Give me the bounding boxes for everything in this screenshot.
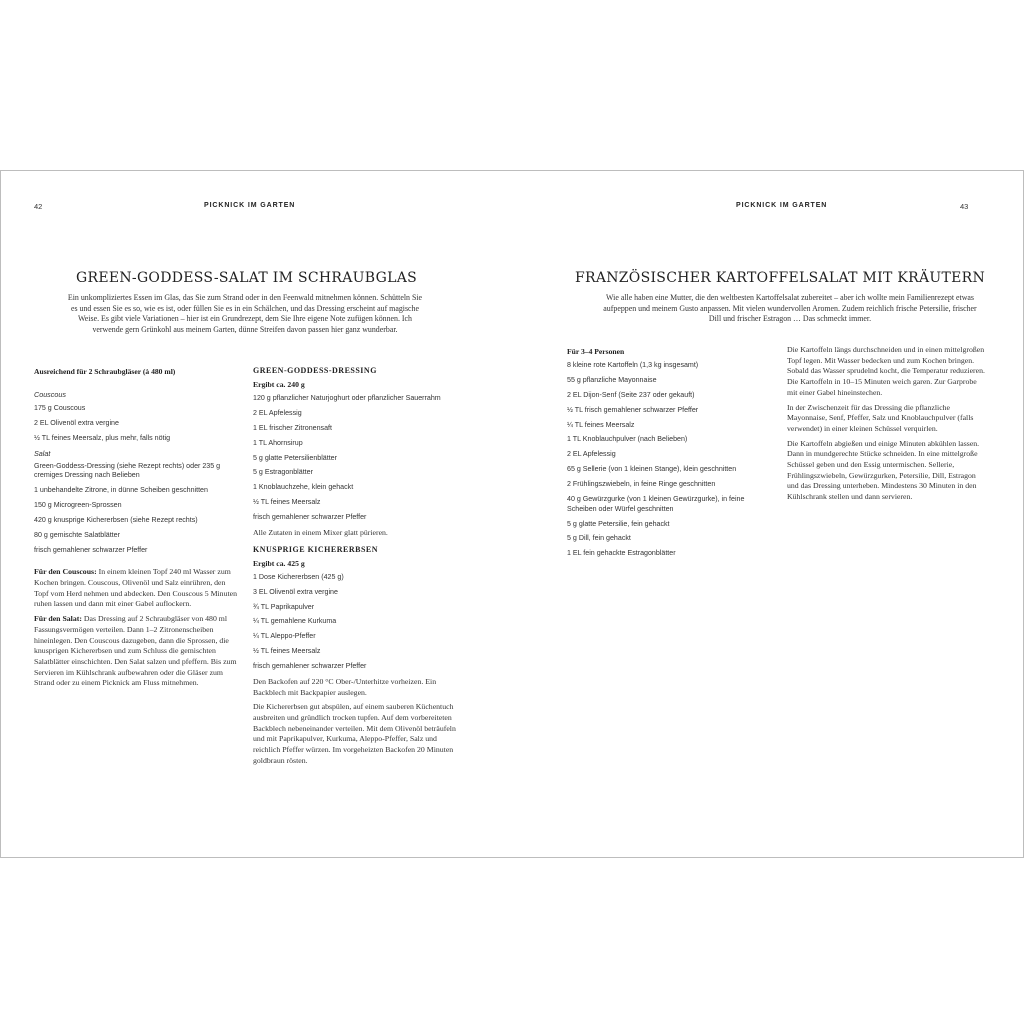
ingredient-item: 150 g Microgreen-Sprossen — [34, 501, 122, 510]
ingredient-item: 5 g glatte Petersilienblätter — [253, 453, 337, 462]
ingredient-item: 1 Dose Kichererbsen (425 g) — [253, 572, 344, 581]
ingredient-item: 5 g Dill, fein gehackt — [567, 534, 631, 543]
ingredient-item: ½ TL feines Meersalz — [253, 647, 321, 656]
chickpea-ingredient-list — [253, 573, 468, 672]
ingredient-item: 1 EL frischer Zitronensaft — [253, 423, 332, 432]
couscous-subheading: Couscous — [34, 390, 66, 399]
ingredient-item: 2 EL Dijon-Senf (Seite 237 oder gekauft) — [567, 390, 695, 399]
method-body: Das Dressing auf 2 Schraubgläser von 480 ml Fassungsvermögen verteilen. Dann 1–2 Zitronenscheiben hineinlegen. Den Couscous dazugeben, dann die Sprossen, die knusprigen Kichererbsen und zum Schluss die gemischten Salatblätter einschichten. Den Salat salzen und pfeffern. Bis zum Servieren im Kühlschrank aufbewahren oder die Gläser zum Strand oder zu einem Picknick am Fluss mitnehmen. — [34, 614, 237, 688]
sub-recipes-column — [253, 366, 468, 771]
method-paragraph — [34, 567, 239, 610]
method-paragraph: Die Kichererbsen gut abspülen, auf einem sauberen Küchentuch ausbreiten und gründlich trocken tupfen. Auf dem vorbereiteten Backblech nebeneinander verteilen. Mit dem Olivenöl beträufeln und mit Paprikapulver, Kurkuma, Aleppo-Pfeffer, Salz und reichlich Pfeffer würzen. Im vorgeheizten Backofen 20 Minuten goldbraun rösten. — [253, 702, 456, 765]
dressing-ingredient-list — [253, 394, 468, 523]
recipe-title: GREEN-GODDESS-SALAT IM SCHRAUBGLAS — [76, 270, 417, 286]
ingredient-item: ½ TL frisch gemahlener schwarzer Pfeffer — [567, 405, 699, 414]
ingredient-item: 2 EL Apfelessig — [567, 450, 616, 459]
method-paragraph: Die Kartoffeln abgießen und einige Minuten abkühlen lassen. Dann in mundgerechte Stücke schneiden. In eine mittelgroße Schüssel geben und den Essig untermischen. Sellerie, Frühlingszwiebeln, Gewürzgurken, Petersilie, Dill, Estragon und das Dressing unterheben. Mindestens 30 Minuten in den Kühlschrank stellen und dann servieren. — [787, 438, 980, 502]
ingredient-item: 1 TL Ahornsirup — [253, 438, 303, 447]
method-label: Für den Couscous: — [34, 567, 97, 577]
method-body: In einem kleinen Topf 240 ml Wasser zum Kochen bringen. Couscous, Olivenöl und Salz einrühren, den Topf vom Herd nehmen und abdecken. Den Couscous 5 Minuten ruhen lassen und dann mit einer Gabel auflockern. — [34, 567, 237, 609]
ingredient-item: 420 g knusprige Kichererbsen (siehe Rezept rechts) — [34, 515, 198, 524]
ingredient-item: ½ TL feines Meersalz — [253, 498, 321, 507]
ingredient-item: 1 TL Knoblauchpulver (nach Belieben) — [567, 435, 688, 444]
dressing-yield: Ergibt ca. 240 g — [253, 380, 305, 389]
servings: Für 3–4 Personen — [567, 347, 625, 356]
dressing-method: Alle Zutaten in einem Mixer glatt pürieren. — [253, 528, 388, 538]
recipe-intro: Wie alle haben eine Mutter, die den weltbesten Kartoffelsalat zubereitet – aber ich wollte mein Familienrezept etwas aufpeppen und meinem Gusto anpassen. Mit vielen wundervollen Aromen. Zudem reichlich frische Petersilie, frischer Dill und frischer Estragon … Das schmeckt immer. — [603, 293, 977, 323]
ingredient-item: 65 g Sellerie (von 1 kleinen Stange), klein geschnitten — [567, 465, 737, 474]
ingredient-list — [567, 361, 767, 559]
ingredient-item: 1 EL fein gehackte Estragonblätter — [567, 549, 676, 558]
page-number: 43 — [960, 202, 969, 211]
ingredients-column — [567, 347, 767, 564]
ingredient-item: ½ TL feines Meersalz, plus mehr, falls nötig — [34, 433, 171, 442]
salat-subheading: Salat — [34, 448, 51, 458]
method-paragraph — [34, 614, 239, 689]
ingredient-item: ¼ TL gemahlene Kurkuma — [253, 617, 337, 626]
chickpea-heading: KNUSPRIGE KICHERERBSEN — [253, 544, 379, 554]
ingredient-item: 175 g Couscous — [34, 404, 86, 412]
method-paragraph: In der Zwischenzeit für das Dressing die pflanzliche Mayonnaise, Senf, Pfeffer, Salz und Knoblauchpulver (falls verwendet) in einer kleinen Schüssel verquirlen. — [787, 402, 974, 433]
chickpea-method — [253, 677, 465, 767]
right-page — [512, 171, 1023, 857]
method-paragraph: Den Backofen auf 220 °C Ober-/Unterhitze vorheizen. Ein Backblech mit Backpapier auslegen. — [253, 676, 437, 697]
ingredient-item: 1 Knoblauchzehe, klein gehackt — [253, 483, 354, 492]
recipe-intro: Ein unkompliziertes Essen im Glas, das Sie zum Strand oder in den Feenwald mitnehmen können. Schütteln Sie es und essen Sie es so, wie es ist, oder füllen Sie es in ein Schälchen, und das Dressing erscheint auf magische Weise. Es gibt viele Variationen – hier ist ein Grundrezept, dem Sie Ihre eigene Note zufügen können. Ich verwende gern Grünkohl aus meinem Garten, dünne Streifen davon passen hier ganz wunderbar. — [67, 293, 423, 334]
recipe-title: FRANZÖSISCHER KARTOFFELSALAT MIT KRÄUTERN — [574, 270, 986, 286]
ingredient-item: 120 g pflanzlicher Naturjoghurt oder pflanzlicher Sauerrahm — [253, 394, 441, 402]
ingredient-item: 2 EL Apfelessig — [253, 408, 302, 417]
ingredient-item: ¾ TL Paprikapulver — [253, 602, 315, 611]
method-paragraph: Die Kartoffeln längs durchschneiden und in einen mittelgroßen Topf legen. Mit Wasser bedecken und zum Kochen bringen. Sobald das Wasser sprudelnd kocht, die Temperatur reduzieren. Die Kartoffeln in 10–15 Minuten weich garen. Zur Garprobe mit einer Gabel hineinstechen. — [787, 345, 985, 397]
ingredient-item: ¼ TL Aleppo-Pfeffer — [253, 632, 316, 641]
ingredient-item: frisch gemahlener schwarzer Pfeffer — [34, 545, 148, 554]
book-spread — [0, 170, 1024, 858]
method-text — [34, 567, 239, 689]
ingredient-item: 40 g Gewürzgurke (von 1 kleinen Gewürzgurke), in feine Scheiben oder Würfel geschnitten — [567, 495, 745, 513]
ingredient-item: frisch gemahlener schwarzer Pfeffer — [253, 662, 367, 671]
ingredients-column — [34, 367, 244, 693]
ingredient-item: Green-Goddess-Dressing (siehe Rezept rechts) oder 235 g cremiges Dressing nach Belieben — [34, 461, 221, 480]
running-head: PICKNICK IM GARTEN — [736, 202, 828, 209]
couscous-ingredient-list — [34, 404, 244, 443]
running-head: PICKNICK IM GARTEN — [204, 202, 296, 209]
chickpea-yield: Ergibt ca. 425 g — [253, 558, 305, 568]
ingredient-item: 5 g Estragonblätter — [253, 468, 313, 477]
ingredient-item: frisch gemahlener schwarzer Pfeffer — [253, 513, 367, 522]
ingredient-item: 2 EL Olivenöl extra vergine — [34, 418, 119, 427]
ingredient-item: 5 g glatte Petersilie, fein gehackt — [567, 519, 670, 528]
left-page — [1, 171, 512, 857]
ingredient-item: 2 Frühlingszwiebeln, in feine Ringe geschnitten — [567, 480, 716, 489]
method-label: Für den Salat: — [34, 614, 82, 624]
salat-ingredient-list — [34, 462, 244, 556]
ingredient-item: ¼ TL feines Meersalz — [567, 420, 635, 429]
page-number: 42 — [34, 202, 43, 211]
ingredient-item: 55 g pflanzliche Mayonnaise — [567, 375, 657, 384]
dressing-heading: GREEN-GODDESS-DRESSING — [253, 366, 377, 375]
ingredient-item: 3 EL Olivenöl extra vergine — [253, 587, 338, 596]
servings: Ausreichend für 2 Schraubgläser (à 480 ml) — [34, 367, 176, 376]
ingredient-item: 1 unbehandelte Zitrone, in dünne Scheiben geschnitten — [34, 486, 208, 495]
method-column — [787, 345, 987, 507]
ingredient-item: 80 g gemischte Salatblätter — [34, 530, 120, 539]
ingredient-item: 8 kleine rote Kartoffeln (1,3 kg insgesamt) — [567, 361, 699, 369]
